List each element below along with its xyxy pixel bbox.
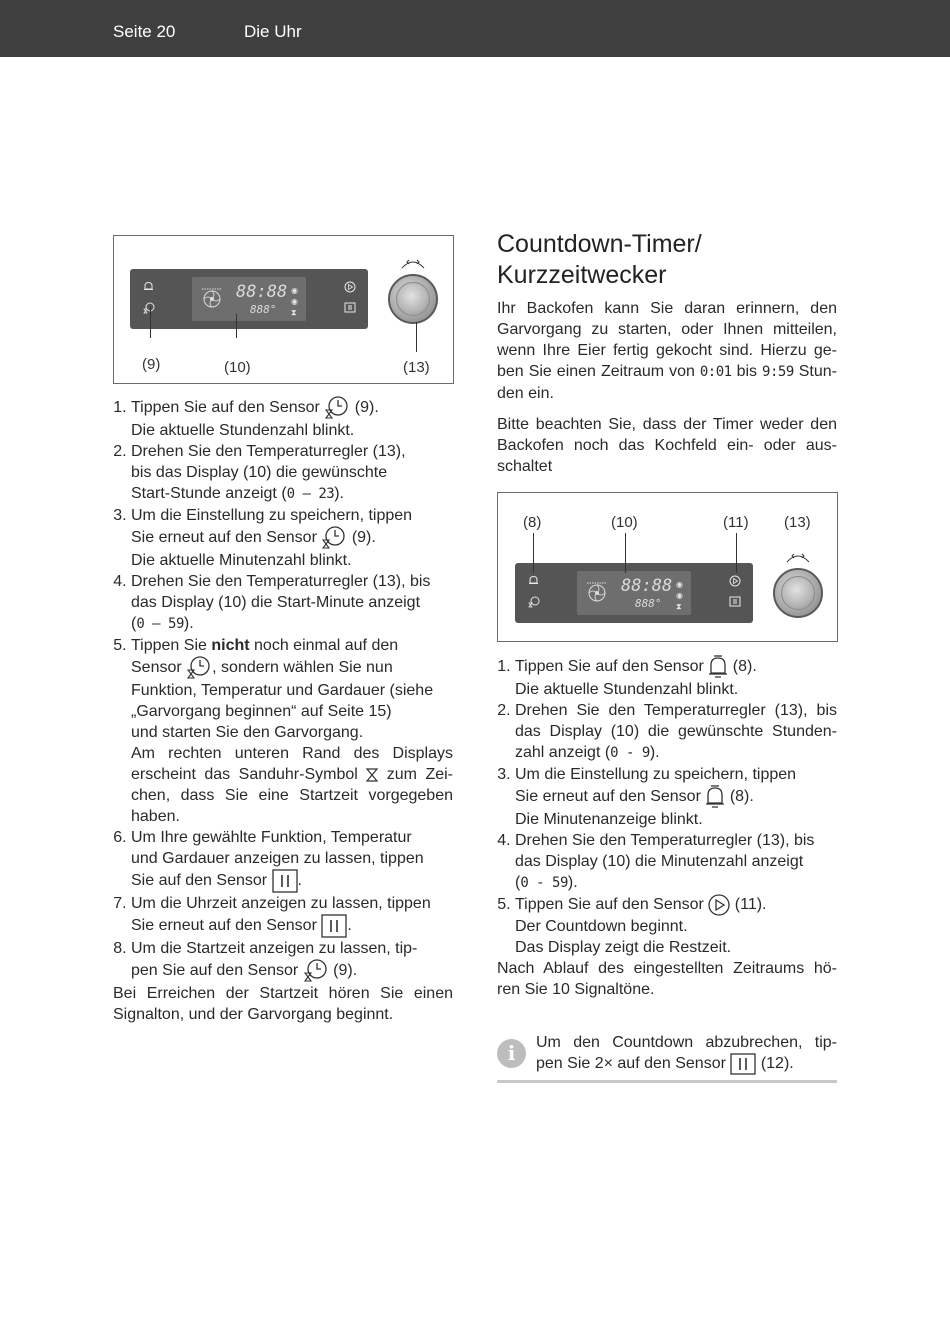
rotate-arrows-icon	[400, 254, 426, 279]
right-column-intro	[497, 298, 837, 487]
page-header	[0, 0, 950, 57]
pause-box-icon	[344, 302, 356, 316]
hourglass-icon	[366, 768, 378, 782]
segment-value: 0 - 9	[610, 745, 650, 761]
bell-indicator-icon: ◉	[676, 580, 683, 589]
callout-10: (10)	[224, 359, 251, 376]
segment-value: 0 - 59	[520, 875, 568, 891]
clock-hourglass-icon	[303, 959, 329, 983]
intro-paragraph: Ihr Backofen kann Sie daran erinnern, den Garvorgang zu starten, oder Ihnen mitteilen, wenn Ihre Eier fertig gekocht sind. Hierzu ge- ben Sie einen Zeitraum von 0:01 bis 9:59 Stun- den ein.	[497, 300, 837, 402]
callout-8: (8)	[523, 514, 542, 531]
start-time-steps	[113, 396, 453, 983]
bell-icon	[708, 655, 728, 679]
closing-text-line-2: Signalton, und der Garvorgang beginnt.	[113, 1006, 394, 1023]
info-note-text: Um den Countdown abzubrechen, tip- pen Sie 2× auf den Sensor (12).	[536, 1032, 837, 1075]
callout-13: (13)	[784, 514, 811, 531]
bell-indicator-icon: ◉	[291, 286, 298, 295]
pause-box-icon	[272, 869, 298, 893]
info-icon: i	[497, 1039, 526, 1068]
callout-line-9	[150, 306, 151, 338]
countdown-steps	[497, 655, 837, 958]
fan-icon	[585, 581, 609, 608]
section-title: Die Uhr	[244, 22, 302, 41]
bell-icon	[705, 785, 725, 809]
clock-hourglass-icon	[321, 526, 347, 550]
callout-13: (13)	[403, 359, 430, 376]
bell-icon	[528, 575, 539, 589]
page-number: Seite 20	[113, 22, 176, 41]
callout-line-11	[736, 533, 737, 573]
step-4: 4. Drehen Sie den Temperaturregler (13), bis das Display (10) die Minutenzahl anzeigt (0 - 59).	[515, 830, 837, 894]
step-5: 5. Tippen Sie nicht noch einmal auf den Sensor , sondern wählen Sie nun Funktion, Temperatur und Gardauer (siehe „Garvorgang beginnen“ auf Seite 15) und starten Sie den Garvorgang. Am rechten unteren Rand des Displays erscheint das Sanduhr-Symbol zum Zei- chen, dass Sie eine Startzeit vorgegeben haben.	[131, 635, 453, 827]
closing-text-line-1: Nach Ablauf des eingestellten Zeitraums hö-	[497, 960, 837, 977]
segment-value: 0 – 23	[286, 486, 335, 502]
step-8: 8. Um die Startzeit anzeigen zu lassen, tip- pen Sie auf den Sensor (9).	[131, 938, 453, 983]
display-temperature: 888°	[250, 303, 277, 316]
rotate-arrows-icon	[785, 548, 811, 573]
clock-hourglass-icon	[528, 596, 540, 611]
oven-display	[192, 277, 306, 321]
hourglass-indicator-icon: ⧗	[291, 308, 297, 317]
pause-box-icon	[730, 1053, 756, 1075]
step-4: 4. Drehen Sie den Temperaturregler (13), bis das Display (10) die Start-Minute anzeigt (0 – 59).	[131, 571, 453, 635]
left-column-instructions	[113, 396, 453, 1025]
bell-icon	[143, 281, 154, 295]
lock-indicator-icon: ◉	[676, 591, 683, 600]
control-panel-figure-2	[497, 492, 838, 642]
play-icon	[729, 575, 741, 590]
step-1: 1. Tippen Sie auf den Sensor (8). Die aktuelle Stundenzahl blinkt.	[515, 655, 837, 700]
pause-box-icon	[729, 596, 741, 610]
segment-value: 9:59	[762, 364, 794, 380]
step-3: 3. Um die Einstellung zu speichern, tippen Sie erneut auf den Sensor (8). Die Minutenanzeige blinkt.	[515, 764, 837, 830]
step-7: 7. Um die Uhrzeit anzeigen zu lassen, tippen Sie erneut auf den Sensor .	[131, 893, 453, 938]
step-6: 6. Um Ihre gewählte Funktion, Temperatur und Gardauer anzeigen zu lassen, tippen Sie auf den Sensor .	[131, 827, 453, 893]
display-temperature: 888°	[635, 597, 662, 610]
clock-hourglass-icon	[324, 396, 350, 420]
display-time: 88:88	[621, 576, 673, 596]
step-2: 2. Drehen Sie den Temperaturregler (13), bis das Display (10) die gewünschte Start-Stunde anzeigt (0 – 23).	[131, 441, 453, 505]
play-icon	[344, 281, 356, 296]
oven-display	[577, 571, 691, 615]
temperature-knob	[773, 568, 823, 618]
closing-text-line-1: Bei Erreichen der Startzeit hören Sie einen	[113, 985, 453, 1002]
play-icon	[708, 894, 730, 916]
lock-indicator-icon: ◉	[291, 297, 298, 306]
step-2: 2. Drehen Sie den Temperaturregler (13), bis das Display (10) die gewünschte Stunden- zahl anzeigt (0 - 9).	[515, 700, 837, 764]
countdown-steps-column	[497, 655, 837, 1000]
display-time: 88:88	[236, 282, 288, 302]
section-heading: Countdown-Timer/ Kurzzeitwecker	[497, 230, 702, 289]
closing-text-line-2: ren Sie 10 Signaltöne.	[497, 981, 655, 998]
clock-hourglass-icon	[186, 656, 212, 680]
step-3: 3. Um die Einstellung zu speichern, tippen Sie erneut auf den Sensor (9). Die aktuelle Minutenzahl blinkt.	[131, 505, 453, 571]
step-5: 5. Tippen Sie auf den Sensor (11). Der Countdown beginnt. Das Display zeigt die Restzeit.	[515, 894, 837, 958]
info-note	[497, 1030, 837, 1083]
callout-line-10	[625, 533, 626, 573]
control-panel	[515, 563, 753, 623]
callout-11: (11)	[723, 514, 749, 531]
step-1: 1. Tippen Sie auf den Sensor (9). Die aktuelle Stundenzahl blinkt.	[131, 396, 453, 441]
fan-icon	[200, 287, 224, 314]
segment-value: 0:01	[699, 364, 732, 380]
callout-line-10	[236, 314, 237, 338]
callout-line-13	[416, 322, 417, 352]
segment-value: 0 – 59	[136, 616, 184, 632]
callout-10: (10)	[611, 514, 638, 531]
callout-line-8	[533, 533, 534, 573]
clock-hourglass-icon	[143, 302, 155, 317]
control-panel	[130, 269, 368, 329]
pause-box-icon	[321, 914, 347, 938]
timer-note-paragraph: Bitte beachten Sie, dass der Timer weder den Backofen noch das Kochfeld ein- oder aus- schaltet	[497, 416, 837, 475]
hourglass-indicator-icon: ⧗	[676, 602, 682, 611]
callout-9: (9)	[142, 356, 161, 373]
control-panel-figure-1	[113, 235, 454, 384]
temperature-knob	[388, 274, 438, 324]
emphasis-text: nicht	[211, 637, 250, 654]
